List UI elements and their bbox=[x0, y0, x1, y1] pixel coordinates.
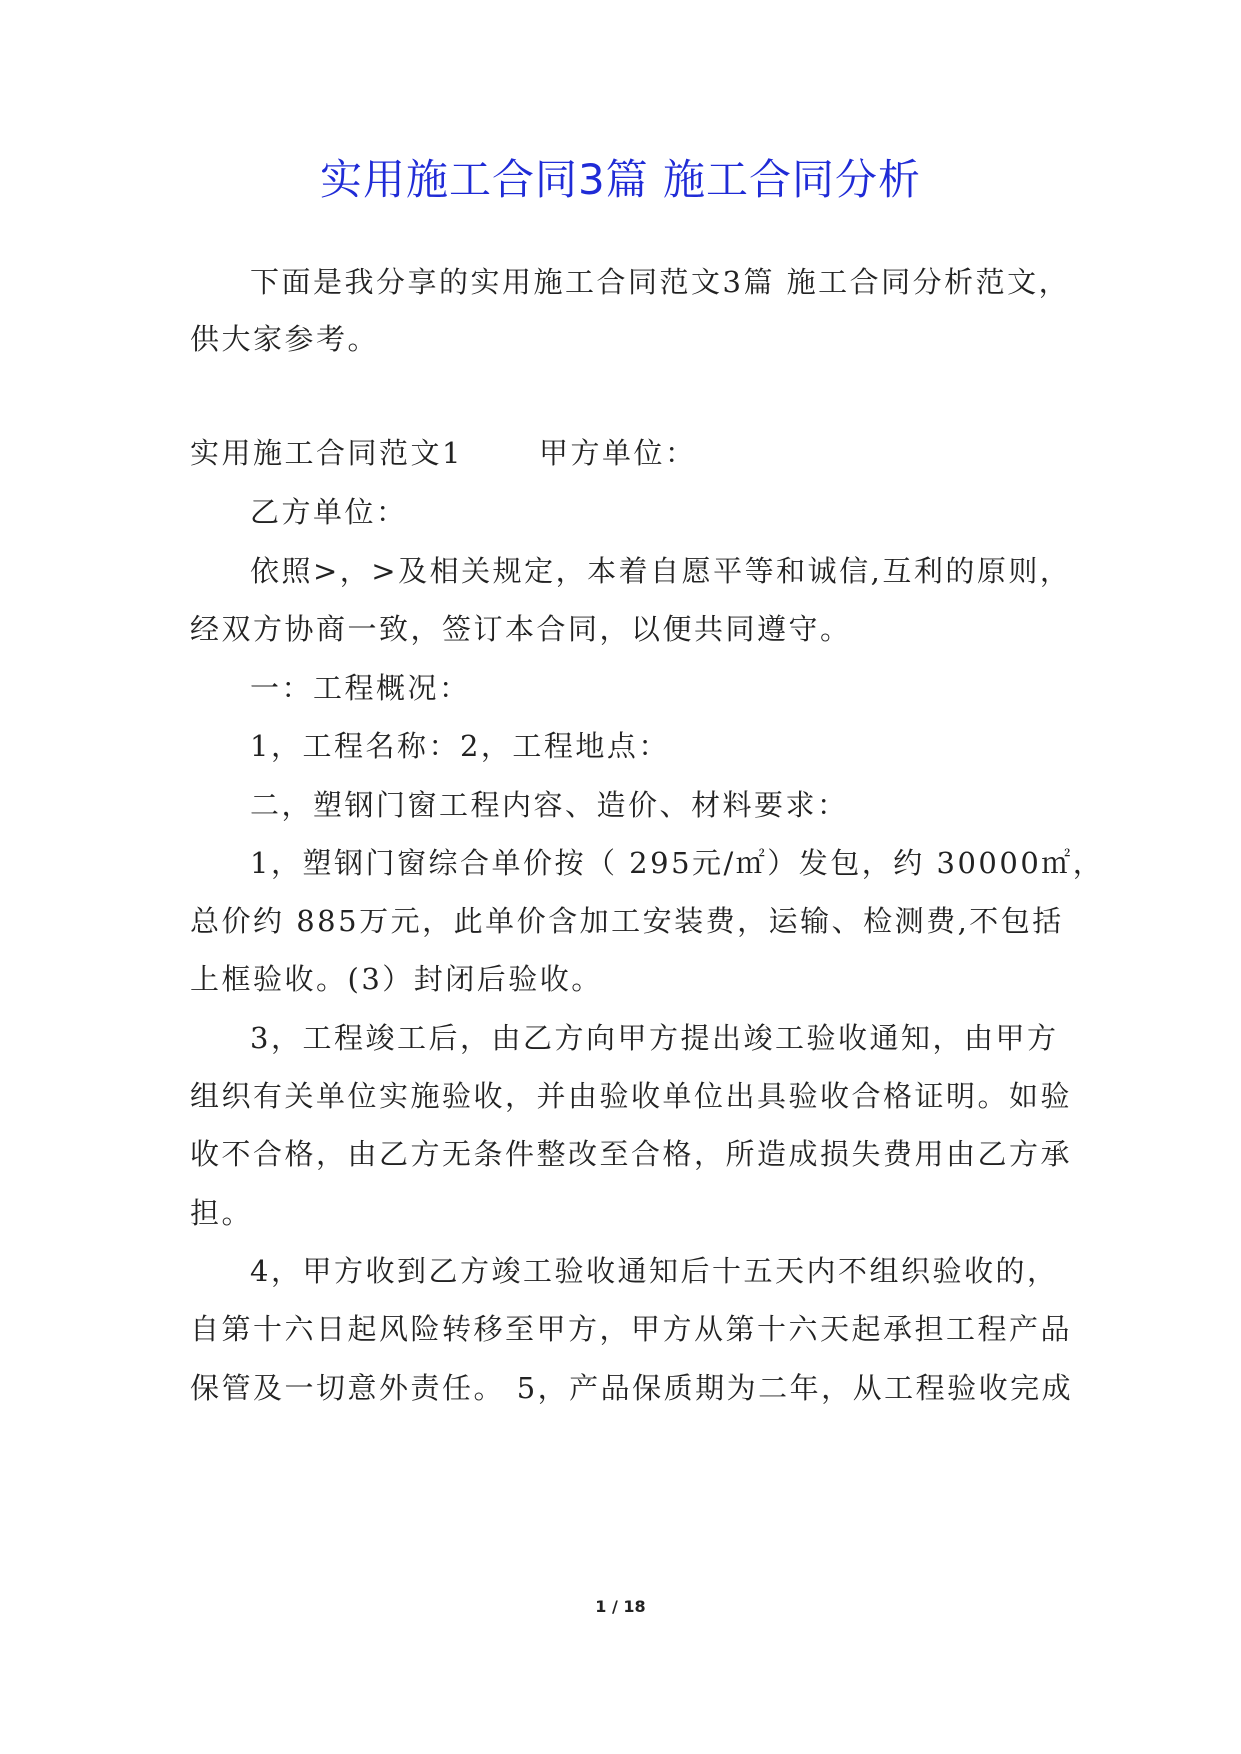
basis-paragraph-line-1: 依照>，>及相关规定，本着自愿平等和诚信,互利的原则， bbox=[250, 554, 1072, 588]
price-paragraph-line-1: 1，塑钢门窗综合单价按（ 295元/㎡）发包，约 30000㎡， bbox=[250, 846, 1105, 880]
risk-paragraph-line-2: 自第十六日起风险转移至甲方，甲方从第十六天起承担工程产品 bbox=[190, 1312, 1073, 1346]
section-heading: 实用施工合同范文1 bbox=[190, 436, 463, 470]
risk-paragraph-line-1: 4，甲方收到乙方竣工验收通知后十五天内不组织验收的， bbox=[250, 1254, 1059, 1288]
item-1-heading: 一：工程概况： bbox=[250, 671, 471, 705]
party-b-label: 乙方单位： bbox=[250, 495, 408, 529]
item-2-heading: 二，塑钢门窗工程内容、造价、材料要求： bbox=[250, 788, 849, 822]
intro-line-2: 供大家参考。 bbox=[190, 322, 380, 356]
acceptance-paragraph-line-4: 担。 bbox=[190, 1196, 254, 1230]
intro-line-1: 下面是我分享的实用施工合同范文3篇 施工合同分析范文， bbox=[250, 265, 1071, 299]
basis-paragraph-line-2: 经双方协商一致，签订本合同，以便共同遵守。 bbox=[190, 612, 852, 646]
acceptance-paragraph-line-1: 3，工程竣工后，由乙方向甲方提出竣工验收通知，由甲方 bbox=[250, 1021, 1059, 1055]
price-paragraph-line-3: 上框验收。(3）封闭后验收。 bbox=[190, 962, 603, 996]
item-1-detail: 1，工程名称：2，工程地点： bbox=[250, 729, 670, 763]
section-heading-row bbox=[190, 433, 696, 473]
document-title: 实用施工合同3篇 施工合同分析 bbox=[319, 155, 922, 204]
price-paragraph-line-2: 总价约 885万元，此单价含加工安装费，运输、检测费,不包括 bbox=[190, 904, 1064, 938]
acceptance-paragraph-line-3: 收不合格，由乙方无条件整改至合格，所造成损失费用由乙方承 bbox=[190, 1137, 1073, 1171]
risk-paragraph-line-3: 保管及一切意外责任。 5，产品保质期为二年，从工程验收完成 bbox=[190, 1371, 1074, 1405]
page-number: 1 / 18 bbox=[595, 1597, 646, 1616]
party-a-label: 甲方单位： bbox=[538, 436, 697, 470]
acceptance-paragraph-line-2: 组织有关单位实施验收，并由验收单位出具验收合格证明。如验 bbox=[190, 1079, 1073, 1113]
